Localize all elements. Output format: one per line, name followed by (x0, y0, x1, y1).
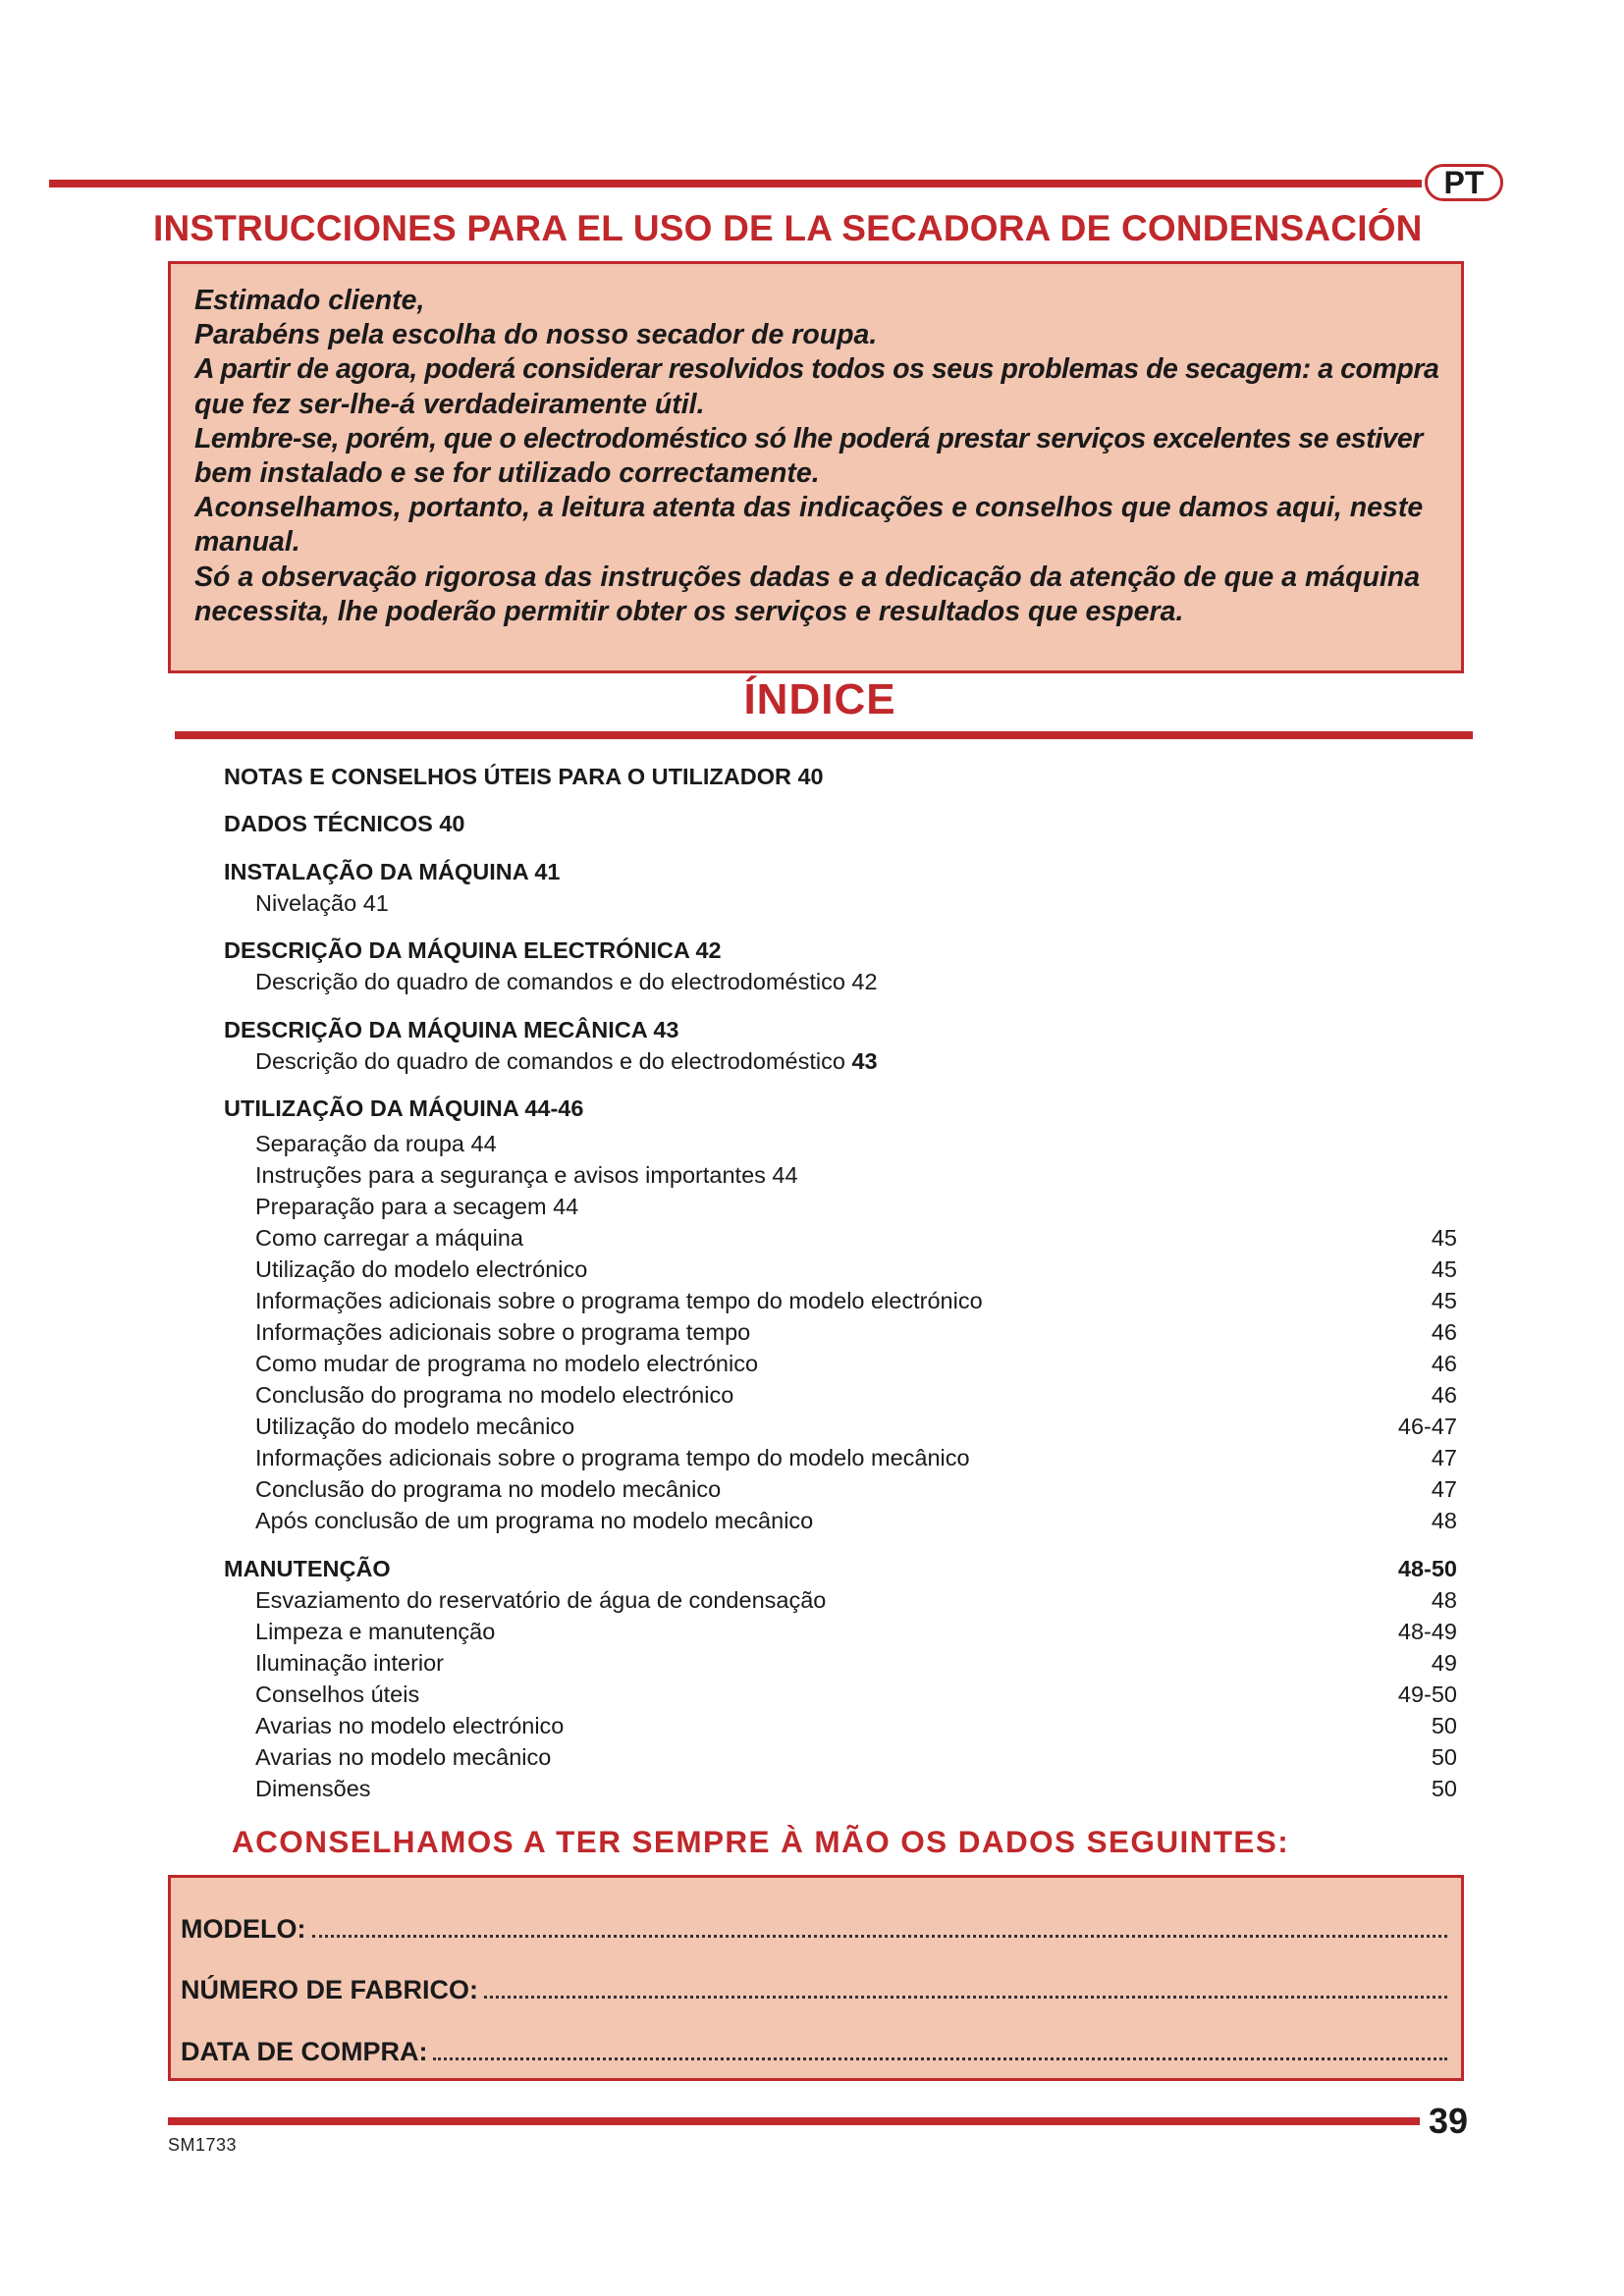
toc-entry-text: Conselhos úteis (255, 1682, 420, 1707)
toc-entry-text: Informações adicionais sobre o programa tempo (255, 1319, 751, 1345)
toc-entry[interactable] (224, 1556, 1457, 1585)
toc-entry[interactable] (224, 1256, 1457, 1286)
index-title: ÍNDICE (743, 675, 896, 723)
toc-entry-text: Conclusão do programa no modelo mecânico (255, 1476, 722, 1502)
toc-entry[interactable] (224, 1194, 1457, 1223)
purchase-date-field[interactable] (181, 2032, 1447, 2067)
toc-entry-page: 47 (1431, 1476, 1457, 1502)
intro-line: Aconselhamos, portanto, a leitura atenta das indicações e conselhos que damos aqui, neste (194, 492, 1424, 524)
model-fill-line[interactable] (312, 1934, 1448, 1938)
intro-line: necessita, lhe poderão permitir obter os serviços e resultados que espera. (194, 595, 1184, 627)
toc-entry[interactable] (224, 1319, 1457, 1349)
toc-entry-page: 45 (1431, 1256, 1457, 1282)
intro-line: manual. (194, 526, 300, 559)
toc-entry-page: 50 (1431, 1744, 1457, 1770)
purchase-date-label: DATA DE COMPRA: (181, 2037, 428, 2066)
toc-entry[interactable] (224, 1048, 1457, 1078)
model-label: MODELO: (181, 1914, 306, 1944)
toc-entry-text: DADOS TÉCNICOS 40 (224, 811, 465, 836)
toc-entry[interactable] (224, 1713, 1457, 1742)
intro-line: Parabéns pela escolha do nosso secador de roupa. (194, 319, 878, 351)
serial-number-field[interactable] (181, 1970, 1447, 2005)
toc-entry-text: Utilização do modelo electrónico (255, 1256, 588, 1282)
intro-line: que fez ser-lhe-á verdadeiramente útil. (194, 388, 705, 420)
toc-entry-text: Nivelação 41 (255, 890, 389, 916)
toc-entry[interactable] (224, 1508, 1457, 1537)
purchase-date-fill-line[interactable] (433, 2056, 1447, 2060)
toc-entry[interactable] (224, 1288, 1457, 1317)
toc-entry-text: Informações adicionais sobre o programa tempo do modelo electrónico (255, 1288, 983, 1313)
language-badge: PT (1425, 164, 1503, 201)
serial-number-fill-line[interactable] (484, 1995, 1447, 1999)
intro-line: Estimado cliente, (194, 285, 425, 316)
toc-entry[interactable] (224, 969, 1457, 998)
toc-entry-text: Como mudar de programa no modelo electrónico (255, 1351, 759, 1376)
toc-entry[interactable] (224, 1225, 1457, 1255)
serial-number-label: NÚMERO DE FABRICO: (181, 1975, 478, 2004)
toc-entry[interactable] (224, 1587, 1457, 1617)
toc-entry-page: 50 (1431, 1713, 1457, 1738)
toc-entry-text: Utilização do modelo mecânico (255, 1414, 575, 1439)
toc-entry-page: 45 (1431, 1225, 1457, 1251)
toc-entry-text: NOTAS E CONSELHOS ÚTEIS PARA O UTILIZADOR 40 (224, 764, 824, 789)
toc-entry-text: Descrição do quadro de comandos e do electrodoméstico 43 (255, 1048, 878, 1074)
toc-entry[interactable] (224, 1162, 1457, 1192)
toc-entry[interactable] (224, 1776, 1457, 1805)
intro-line: Lembre-se, porém, que o electrodoméstico só lhe poderá prestar serviços excelentes se estiver (194, 422, 1423, 454)
toc-entry-text: Após conclusão de um programa no modelo mecânico (255, 1508, 814, 1533)
toc-entry-page: 46-47 (1397, 1414, 1457, 1439)
toc-entry-text: Esvaziamento do reservatório de água de condensação (255, 1587, 827, 1613)
toc-entry[interactable] (224, 890, 1457, 920)
toc-entry[interactable] (224, 764, 1457, 793)
toc-entry-text: INSTALAÇÃO DA MÁQUINA 41 (224, 859, 561, 884)
toc-entry-text: Informações adicionais sobre o programa tempo do modelo mecânico (255, 1445, 970, 1470)
page-title: INSTRUCCIONES PARA EL USO DE LA SECADORA DE CONDENSACIÓN (153, 208, 1423, 248)
toc-entry-text: Como carregar a máquina (255, 1225, 523, 1251)
toc-entry-text: Iluminação interior (255, 1650, 445, 1676)
toc-entry-page: 48 (1431, 1587, 1457, 1613)
toc-entry[interactable] (224, 1131, 1457, 1160)
toc-entry[interactable] (224, 1744, 1457, 1774)
toc-entry-text: Limpeza e manutenção (255, 1619, 496, 1644)
toc-entry-page: 46 (1431, 1319, 1457, 1345)
toc-entry-page: 48-50 (1397, 1556, 1457, 1581)
toc-entry-page: 45 (1431, 1288, 1457, 1313)
toc-entry-text: Avarias no modelo electrónico (255, 1713, 565, 1738)
toc-entry[interactable] (224, 1017, 1457, 1046)
toc-entry-text: Conclusão do programa no modelo electrónico (255, 1382, 734, 1408)
keep-data-title: ACONSELHAMOS A TER SEMPRE À MÃO OS DADOS SEGUINTES: (232, 1824, 1290, 1859)
intro-line: Só a observação rigorosa das instruções dadas e a dedicação da atenção de que a máquina (194, 561, 1421, 593)
toc-entry[interactable] (224, 1095, 1457, 1125)
bottom-red-rule (168, 2117, 1420, 2125)
toc-entry-text: MANUTENÇÃO (224, 1556, 391, 1581)
page-number: 39 (1429, 2101, 1469, 2141)
toc-entry-page: 47 (1431, 1445, 1457, 1470)
toc-entry-page: 50 (1431, 1776, 1457, 1801)
product-data-form (168, 1875, 1464, 2081)
toc-entry-text: DESCRIÇÃO DA MÁQUINA MECÂNICA 43 (224, 1017, 679, 1042)
model-field[interactable] (181, 1909, 1447, 1945)
toc-entry[interactable] (224, 1382, 1457, 1412)
toc-entry[interactable] (224, 1619, 1457, 1648)
toc-entry-text: DESCRIÇÃO DA MÁQUINA ELECTRÓNICA 42 (224, 937, 722, 963)
document-code: SM1733 (168, 2135, 238, 2155)
toc-entry-text: Instruções para a segurança e avisos importantes 44 (255, 1162, 798, 1188)
toc-entry[interactable] (224, 859, 1457, 888)
toc-entry-text: UTILIZAÇÃO DA MÁQUINA 44-46 (224, 1095, 584, 1121)
toc-entry[interactable] (224, 1351, 1457, 1380)
toc-entry-text: Dimensões (255, 1776, 371, 1801)
intro-line: A partir de agora, poderá considerar resolvidos todos os seus problemas de secagem: a compra (194, 353, 1439, 386)
toc-entry-page: 49-50 (1397, 1682, 1457, 1707)
toc-entry-page: 46 (1431, 1382, 1457, 1408)
toc-entry[interactable] (224, 1414, 1457, 1443)
toc-entry-text: Separação da roupa 44 (255, 1131, 497, 1156)
toc-entry-text: Preparação para a secagem 44 (255, 1194, 579, 1219)
toc-entry[interactable] (224, 1476, 1457, 1506)
toc-entry-page: 48-49 (1397, 1619, 1457, 1644)
toc-entry-text: Avarias no modelo mecânico (255, 1744, 552, 1770)
toc-entry-page: 48 (1431, 1508, 1457, 1533)
toc-entry-page: 49 (1431, 1650, 1457, 1676)
toc-entry[interactable] (224, 1445, 1457, 1474)
toc-entry-page: 46 (1431, 1351, 1457, 1376)
toc-entry[interactable] (224, 937, 1457, 967)
toc-entry-text: Descrição do quadro de comandos e do electrodoméstico 42 (255, 969, 878, 994)
toc-entry[interactable] (224, 811, 1457, 840)
intro-line: bem instalado e se for utilizado correctamente. (194, 457, 820, 490)
toc-entry[interactable] (224, 1650, 1457, 1680)
toc-entry[interactable] (224, 1682, 1457, 1711)
